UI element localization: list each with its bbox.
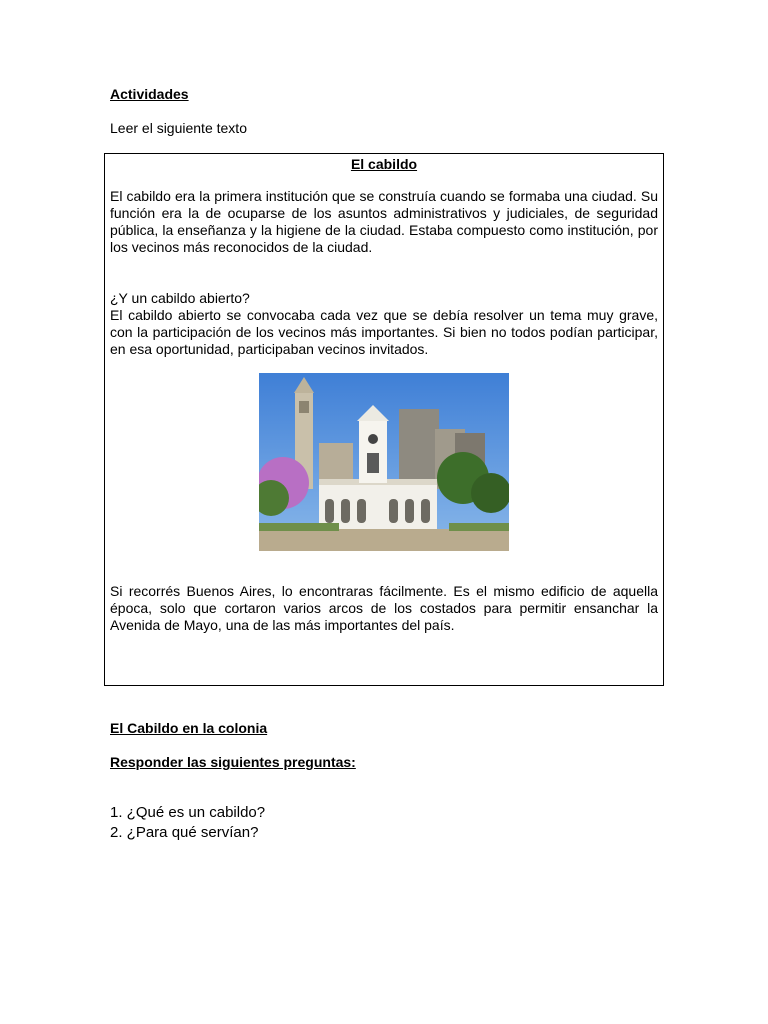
question-2: 2. ¿Para qué servían? xyxy=(110,824,259,841)
paragraph-1 xyxy=(110,188,658,256)
paragraph-2-question: ¿Y un cabildo abierto? xyxy=(110,290,250,306)
paragraph-2 xyxy=(110,290,658,358)
cabildo-photo xyxy=(259,373,509,551)
paragraph-3 xyxy=(110,583,658,634)
instruction-text: Leer el siguiente texto xyxy=(110,120,247,136)
question-list xyxy=(110,803,265,843)
paragraph-3-text: Si recorrés Buenos Aires, lo encontraras fácilmente. Es el mismo edificio de aquella época, solo que cortaron varios arcos de los costados para permitir ensanchar la Avenida de Mayo, una de las más importantes del país. xyxy=(110,583,658,633)
question-1: 1. ¿Qué es un cabildo? xyxy=(110,804,266,821)
reading-box xyxy=(104,153,664,686)
heading-actividades: Actividades xyxy=(110,86,189,102)
section-title: El Cabildo en la colonia xyxy=(110,720,268,736)
paragraph-1-text: El cabildo era la primera institución que se construía cuando se formaba una ciudad. Su función era la de ocuparse de los asuntos administrativos y judiciales, de seguridad pública, la enseñanza y la higiene de la ciudad. Estaba compuesto como institución, por los vecinos más reconocidos de la ciudad. xyxy=(110,188,658,255)
paragraph-2-text: El cabildo abierto se convocaba cada vez que se debía resolver un tema muy grave, con la participación de los vecinos más importantes. Si bien no todos podían participar, en esa oportunidad, participaban vecinos invitados. xyxy=(110,307,658,357)
questions-title: Responder las siguientes preguntas: xyxy=(110,754,356,770)
box-title: El cabildo xyxy=(350,156,418,172)
